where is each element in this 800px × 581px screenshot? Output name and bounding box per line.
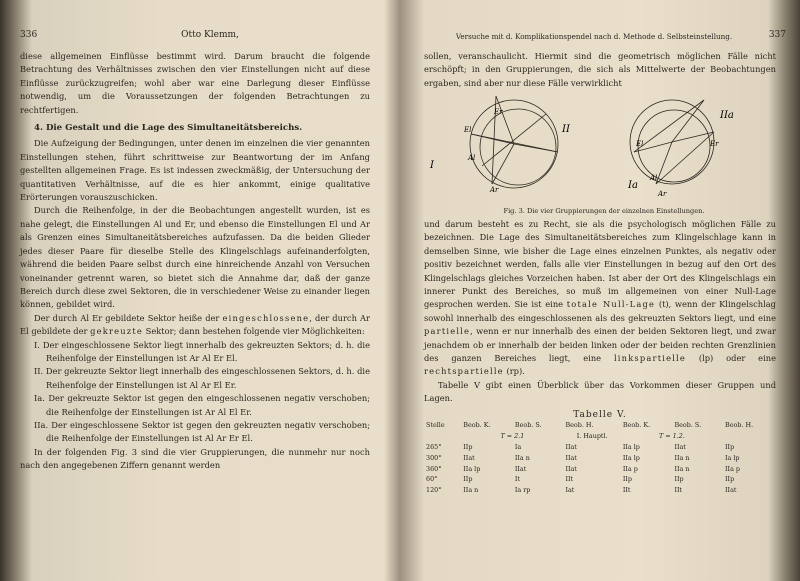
column-header: Beob. S. [674, 421, 702, 430]
table-cell: IIt [565, 475, 574, 484]
column-header: Beob. H. [725, 421, 754, 430]
term-eingeschlossene: eingeschlossene [222, 312, 310, 323]
left-para-1: Die Aufzeigung der Bedingungen, unter denen im einzelnen die vier genannten Einstellungen stehen, führt schrittweise zur Beantwortung der im Anfang gestellten allgemeinen Frage. Es ist indessen zweckmäßig, der Untersuchung der quantitativen Verhältnisse, auf die es hier ankommt, einige qualitative Erörterungen vorauszuschicken. [20, 138, 370, 203]
para-after-fig: und darum besteht es zu Recht, sie als die psychologisch möglichen Fälle zu bezeichnen. Die Lage des Simultaneitätsbereiches zum Klingelschlage kann in demselben Sinne, wie bisher die Lage eines einzelnen Punktes, als negativ oder positiv bezeichnet werden, falls alle vier Einstellungen in bezug auf den Ort des Klingelschlags gleiches Vorzeichen haben. Ist aber der Ort des Klingelschlags ein innerer Punkt des Bereiches, so muß im allgemeinen von einer Null-Lage gesprochen werden. Sie ist eine [424, 219, 776, 310]
para-mid: (t), wenn der Klingelschlag sowohl innerhalb des eingeschlossenen als des gekreuzten Sektors liegt, und eine [424, 299, 776, 323]
table-cell: It [514, 475, 520, 484]
term-linkspartielle: linkspartielle [613, 353, 687, 364]
left-running-head: Otto Klemm, [181, 30, 239, 40]
right-para-main [424, 218, 776, 379]
table-cell: IIp [463, 475, 473, 484]
column-header: Beob. K. [463, 421, 491, 430]
table-cell: Ia rp [514, 486, 531, 495]
right-page [414, 0, 786, 581]
table-cell: IIa n [463, 486, 479, 495]
label-Al: Al [650, 174, 658, 182]
column-header: Beob. S. [514, 421, 542, 430]
table-header-row [424, 420, 776, 431]
para3-end: Sektor; dann bestehen folgende vier Möglichkeiten: [145, 326, 365, 337]
subheader-right: T = 1.2. [659, 432, 685, 441]
label-Ar: Ar [658, 190, 667, 198]
table-cell: IIa lp [463, 464, 481, 473]
table-cell: IIa p [725, 464, 740, 473]
left-para-2: Durch die Reihenfolge, in der die Beobachtungen angestellt wurden, ist es nahe gelegt, die Einstellungen Al und Er, und ebenso die Einstellungen El und Ar als Grenzen eines Simultaneitätsbereiches aufzufassen. Da die beiden Glieder jedes dieser Paare für dieselbe Stelle des Klingelschlags aufeinanderfolgten, während die beiden Paare selbst durch eine hinreichende Anzahl von Versuchen voneinander getrennt waren, so bietet sich die Annahme dar, daß der ganze Bereich durch diese zwei Sektoren, die in verschiedener Weise zu einander liegen können, gebildet wird. [20, 205, 370, 310]
figure-left-diagram [470, 96, 558, 188]
left-body [20, 50, 370, 473]
table-row [424, 485, 776, 496]
line [492, 144, 514, 184]
right-para-table-intro: Tabelle V gibt einen Überblick über das Vorkommen dieser Gruppen und Lagen. [424, 379, 776, 404]
right-page-number: 337 [768, 30, 786, 40]
table-cell: IIp [622, 475, 632, 484]
list-item: I. Der eingeschlossene Sektor liegt innerhalb des gekreuzten Sektors; d. h. die Reihenfolge der Einstellungen ist Ar Al Er El. [34, 339, 370, 363]
table-cell: IIa p [622, 464, 638, 473]
line [656, 142, 672, 184]
label-I: I [430, 160, 434, 171]
figure-caption: Fig. 3. Die vier Gruppierungen der einzelnen Einstellungen. [503, 207, 705, 215]
table-row [424, 474, 776, 485]
label-IIa: IIa [720, 110, 734, 121]
para3-start: Der durch Al Er gebildete Sektor heiße der [34, 312, 220, 323]
table-cell: IIa lp [622, 442, 640, 451]
para-mid2: , wenn er nur innerhalb des einen der beiden Sektoren liegt, und zwar jenachdem ob er innerhalb der beiden linken oder der beiden rechten Grenzlinien des ganzen Bereiches liegt, eine [424, 326, 776, 364]
table-cell: 60° [426, 475, 438, 484]
table-cell: IIat [725, 486, 737, 495]
column-header: Beob. K. [622, 421, 651, 430]
table-cell: 120° [426, 486, 442, 495]
left-para-4: In der folgenden Fig. 3 sind die vier Gruppierungen, die nunmehr nur noch nach den angegebenen Ziffern genannt werden [20, 446, 370, 471]
table-cell: IIat [674, 442, 686, 451]
left-para-3 [20, 312, 370, 339]
label-Ar: Ar [490, 186, 499, 194]
table-row [424, 442, 776, 453]
line [482, 114, 546, 166]
label-Er: Er [710, 140, 719, 148]
left-page-number: 336 [20, 30, 38, 40]
right-para-top: sollen, veranschaulicht. Hiermit sind die geometrisch möglichen Fälle nicht erschöpft; in den Gruppierungen, die sich als Mittelwerte der Beobachtungen ergaben, sind aber nur diese Fälle verwirklicht [424, 51, 776, 88]
term-gekreuzte: gekreuzte [90, 326, 144, 337]
table-cell: IIa lp [622, 453, 640, 462]
column-header: Stelle [426, 421, 445, 430]
subheader-mid: I. Hauptl. [576, 432, 608, 441]
line [496, 96, 514, 144]
table-cell: IIp [725, 475, 735, 484]
table-cell: IIt [674, 486, 683, 495]
section-heading: 4. Die Gestalt und die Lage des Simultaneitätsbereichs. [34, 123, 303, 134]
left-para-intro: diese allgemeinen Einflüsse bestimmt wird. Darum braucht die folgende Betrachtung des Verhältnisses zwischen den vier Einstellungen nicht auf diese Einflüsse zurückzugreifen; wohl aber war eine Darlegung dieser Einflüsse notwendig, um die Voraussetzungen der folgenden Betrachtungen zu rechtfertigen. [20, 51, 370, 115]
right-body [424, 218, 776, 406]
table-cell: 265° [426, 442, 442, 451]
label-II: II [562, 124, 570, 135]
table-cell: IIat [565, 453, 577, 462]
table-cell: IIp [725, 442, 735, 451]
table-cell: IIp [674, 475, 684, 484]
figure-3 [424, 92, 776, 210]
label-El: El [464, 126, 472, 134]
left-page [20, 0, 400, 581]
label-Al: Al [468, 154, 476, 162]
table-cell: IIa n [674, 453, 690, 462]
table-cell: Ia [514, 442, 522, 451]
term-rechtspartielle: rechtspartielle [424, 366, 504, 377]
table-cell: IIat [463, 453, 475, 462]
table-cell: Ia lp [725, 453, 740, 462]
table-cell: 300° [426, 453, 442, 462]
table-row [424, 463, 776, 474]
term-total: totale Null-Lage [566, 299, 656, 310]
label-Er: Er [494, 108, 503, 116]
line [656, 132, 714, 184]
table-cell: IIa n [514, 453, 530, 462]
list-item: IIa. Der eingeschlossene Sektor ist gegen den gekreuzten negativ verschoben; die Reihenfolge der Einstellungen ist Al Ar Er El. [34, 419, 370, 444]
column-header: Beob. H. [565, 421, 594, 430]
right-running-head: Versuche mit d. Komplikationspendel nach d. Methode d. Selbsteinstellung. [455, 32, 733, 41]
circle-inner [480, 109, 556, 185]
table-cell: 360° [426, 464, 442, 473]
line [471, 134, 558, 152]
table-block [424, 410, 776, 496]
table-cell: IIp [463, 442, 473, 451]
data-table [424, 420, 776, 496]
right-top-text [424, 50, 776, 90]
table-cell: IIat [514, 464, 527, 473]
table-cell: IIat [565, 442, 577, 451]
table-title: Tabelle V. [573, 410, 627, 420]
circle-inner [638, 110, 710, 182]
table-cell: IIa n [674, 464, 690, 473]
para-mid3: (lp) oder eine [698, 353, 776, 364]
list-item: Ia. Der gekreuzte Sektor ist gegen den eingeschlossenen negativ verschoben; die Reihenfolge der Einstellungen ist Ar Al El Er. [34, 393, 370, 417]
para-end: (rp). [506, 366, 525, 377]
subheader-left: T = 2.1 [500, 432, 525, 441]
label-El: El [636, 140, 644, 148]
table-body [424, 442, 776, 496]
table-row [424, 452, 776, 463]
table-subheader-row [424, 431, 776, 442]
term-partial: partielle [424, 326, 471, 337]
table-cell: IIat [565, 464, 577, 473]
table-cell: IIt [622, 486, 631, 495]
list-item: II. Der gekreuzte Sektor liegt innerhalb des eingeschlossenen Sektors, d. h. die Reihenfolge der Einstellungen ist Al Ar El Er. [34, 366, 370, 390]
table-cell: Iat [565, 486, 575, 495]
label-Ia: Ia [628, 180, 638, 191]
para3-mid: , der durch Ar El gebildete der [20, 312, 370, 337]
